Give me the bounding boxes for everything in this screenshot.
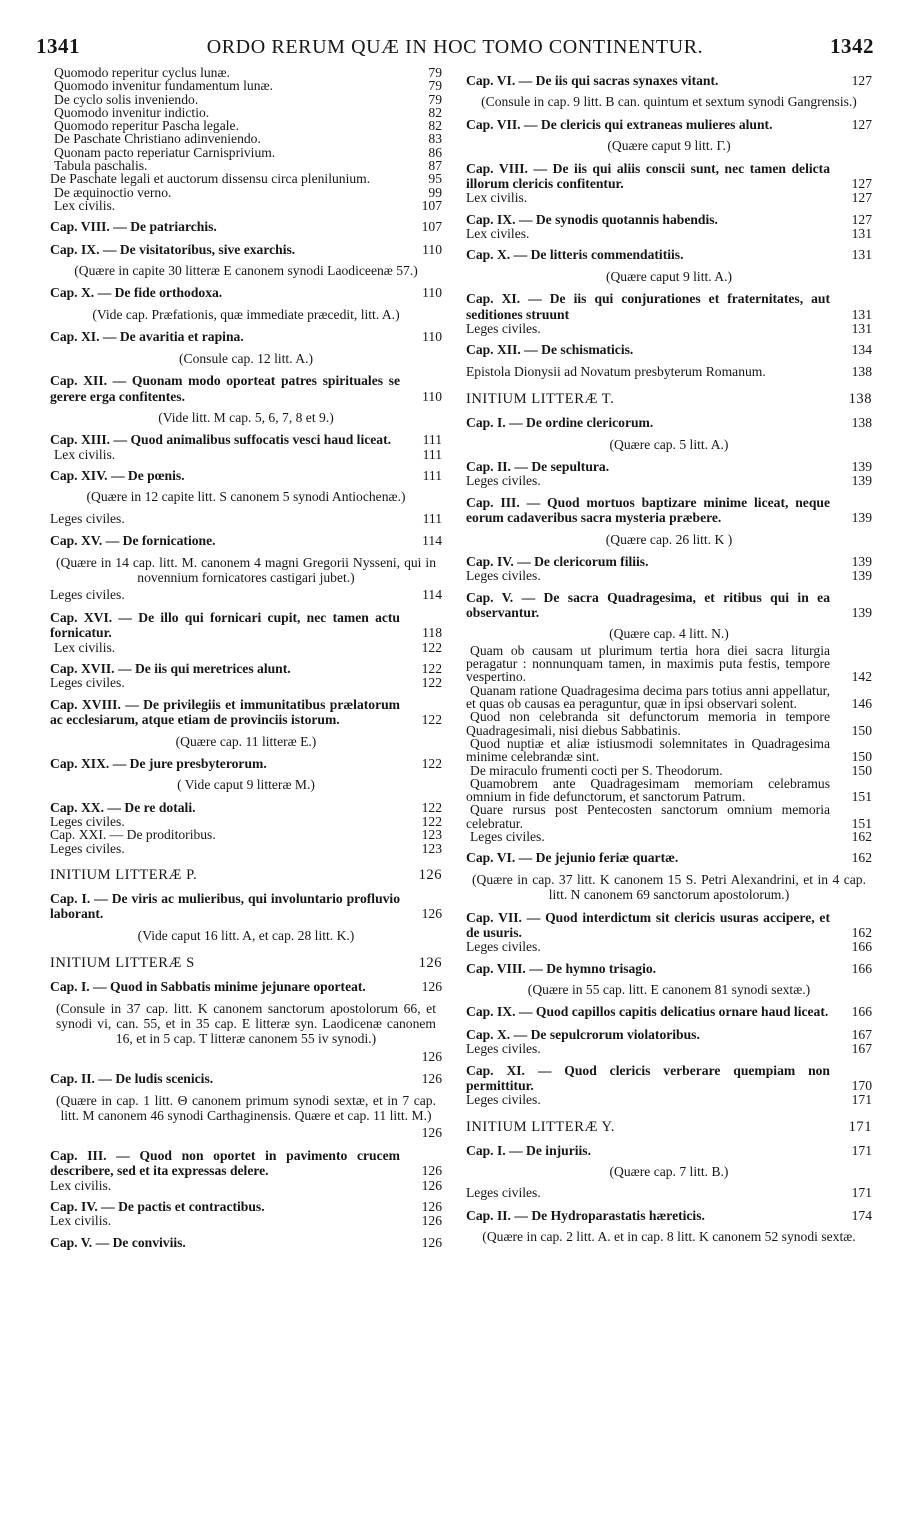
chapter-entry <box>50 1235 442 1250</box>
cross-reference-note: (Quære caput 9 litt. Γ.) <box>607 138 731 154</box>
entry-title: Cap. II. — De Hydroparastatis hæreticis. <box>466 1207 705 1223</box>
chapter-entry <box>50 219 442 234</box>
entry-title: Cap. VIII. — De iis qui aliis conscii sunt, nec tamen delicta illorum clericis confitentur. <box>466 160 830 192</box>
page-reference: 110 <box>422 241 442 257</box>
chapter-entry <box>50 1071 442 1086</box>
chapter-entry <box>466 342 872 357</box>
page-reference: 127 <box>851 176 872 192</box>
page-reference: 111 <box>422 510 442 526</box>
page-reference: 174 <box>851 1207 872 1223</box>
entry-title: Cap. XIV. — De pœnis. <box>50 468 185 484</box>
cross-reference-note: (Quære in cap. 2 litt. A. et in cap. 8 litt. K canonem 52 synodi sextæ. <box>482 1229 856 1245</box>
entry-title: Leges civiles. <box>466 939 541 955</box>
entry-title: Cap. XII. — De schismaticis. <box>466 342 634 358</box>
entry-title: Cap. XI. — De avaritia et rapina. <box>50 329 244 345</box>
page-reference: 79 <box>428 65 442 80</box>
page-reference: 126 <box>421 1199 442 1214</box>
entry-title: Leges civiles. <box>50 840 125 856</box>
page-reference: 139 <box>851 553 872 569</box>
page-reference: 171 <box>851 1185 872 1201</box>
page-reference: 150 <box>851 762 872 778</box>
chapter-entry <box>50 800 442 815</box>
entry-title: Cap. I. — De ordine clericorum. <box>466 415 654 431</box>
entry-title: Leges civiles. <box>466 1185 541 1201</box>
page-reference: 111 <box>422 432 442 448</box>
page-reference: 142 <box>851 669 872 685</box>
entry-title: Lex civilis. <box>466 190 528 206</box>
chapter-entry <box>50 242 442 257</box>
entry-title: Cap. XVII. — De iis qui meretrices alunt. <box>50 660 291 676</box>
toc-entry <box>466 1042 872 1055</box>
cross-reference-note: (Quære in cap. 1 litt. Θ canonem primum synodi sextæ, et in 7 cap. litt. M canonem 46 synodi Carthaginensis. Quære et cap. 11 litt. M.) <box>56 1092 436 1124</box>
entry-title: Quare rursus post Pentecosten sanctorum omnium memoria celebratur. <box>466 802 830 831</box>
page-reference: 122 <box>421 675 442 691</box>
cross-reference-note: (Quære cap. 7 litt. B.) <box>609 1164 729 1180</box>
entry-title: Cap. VI. — De jejunio feriæ quartæ. <box>466 850 679 866</box>
chapter-entry <box>50 891 442 922</box>
chapter-entry <box>466 1004 872 1019</box>
toc-entry <box>466 1093 872 1106</box>
page-reference: 86 <box>428 144 442 160</box>
toc-entry <box>50 106 442 119</box>
toc-entry <box>50 1179 442 1192</box>
toc-entry <box>466 940 872 953</box>
entry-title: Tabula paschalis. <box>54 158 148 174</box>
entry-title: Leges civiles. <box>466 1092 541 1108</box>
page-reference: 171 <box>851 1142 872 1158</box>
toc-entry <box>466 569 872 582</box>
page-reference: 162 <box>851 850 872 866</box>
entry-title: Cap. III. — Quod non oportet in pavimento crucem describere, sed et ita expressas delere. <box>50 1147 400 1179</box>
cross-reference-note: (Quære in cap. 37 litt. K canonem 15 S. Petri Alexandrini, et in 4 cap. litt. N canonem 69 sanctorum apostolorum.) <box>472 871 866 903</box>
page-reference: 126 <box>421 1234 442 1250</box>
chapter-entry <box>50 1199 442 1214</box>
entry-title: Lex civilis. <box>50 1213 112 1229</box>
toc-entry <box>50 1125 442 1140</box>
toc-entry <box>466 777 872 804</box>
chapter-entry <box>466 415 872 430</box>
entry-title: Cap. V. — De sacra Quadragesima, et ritibus qui in ea observantur. <box>466 589 830 621</box>
entry-title: Cap. IV. — De clericorum filiis. <box>466 553 649 569</box>
chapter-entry <box>466 73 872 88</box>
entry-title: Quomodo reperitur Pascha legale. <box>54 118 239 134</box>
entry-title: Lex civilis. <box>54 446 116 462</box>
toc-entry <box>50 828 442 841</box>
chapter-entry <box>466 212 872 227</box>
chapter-entry <box>50 329 442 344</box>
section-heading <box>466 1119 872 1136</box>
toc-entry <box>50 186 442 199</box>
entry-title: Leges civiles. <box>466 321 541 337</box>
page-reference: 139 <box>851 568 872 584</box>
toc-entry <box>50 119 442 132</box>
page-reference: 151 <box>851 815 872 831</box>
entry-title: Cap. XVI. — De illo qui fornicari cupit, nec tamen actu fornicatur. <box>50 609 400 641</box>
entry-title: Leges civiles. <box>50 587 125 603</box>
entry-title: Quod nuptiæ et aliæ istiusmodi solemnitates in Quadragesima minime celebrandæ sint. <box>466 735 830 765</box>
page-reference: 166 <box>851 939 872 955</box>
entry-title: Cap. X. — De fide orthodoxa. <box>50 285 223 301</box>
cross-reference-note: (Consule in cap. 9 litt. B can. quintum et sextum synodi Gangrensis.) <box>481 94 857 110</box>
page-reference: 126 <box>421 1125 442 1141</box>
page-reference: 110 <box>422 388 442 404</box>
page-reference: 87 <box>428 158 442 174</box>
toc-entry <box>50 199 442 212</box>
chapter-entry <box>466 910 872 941</box>
entry-title: De cyclo solis inveniendo. <box>54 91 199 107</box>
right-column <box>466 66 872 1247</box>
page-reference: 114 <box>422 587 442 603</box>
entry-title: Cap. XX. — De re dotali. <box>50 799 196 815</box>
entry-title: Cap. VII. — Quod interdictum sit clericis usuras accipere, et de usuris. <box>466 909 830 940</box>
entry-title: Cap. IV. — De pactis et contractibus. <box>50 1199 265 1214</box>
entry-title: Leges civiles. <box>470 828 545 844</box>
chapter-entry <box>466 1027 872 1042</box>
toc-entry <box>50 511 442 526</box>
entry-title: Cap. XIX. — De jure presbyterorum. <box>50 755 267 771</box>
chapter-entry <box>50 1148 442 1179</box>
entry-title: Cap. VIII. — De hymno trisagio. <box>466 960 657 976</box>
entry-title: Cap. II. — De sepultura. <box>466 458 610 474</box>
left-column <box>50 66 442 1250</box>
page-reference: 118 <box>422 625 442 641</box>
page-reference: 126 <box>421 906 442 922</box>
entry-title: Cap. XXI. — De proditoribus. <box>50 827 216 843</box>
page-reference: 171 <box>851 1092 872 1108</box>
chapter-entry <box>466 554 872 569</box>
toc-entry <box>50 146 442 159</box>
section-heading-text: INITIUM LITTERÆ P. <box>50 867 198 884</box>
cross-reference-note: (Quære cap. 26 litt. K ) <box>605 531 733 547</box>
chapter-entry <box>50 432 442 447</box>
chapter-entry <box>50 373 442 404</box>
entry-title: Lex civilis. <box>54 197 116 213</box>
chapter-entry <box>466 1063 872 1094</box>
section-heading-text: INITIUM LITTERÆ T. <box>466 391 615 408</box>
toc-entry <box>466 227 872 240</box>
entry-title: Cap. VII. — De clericis qui extraneas mulieres alunt. <box>466 116 773 132</box>
entry-title: Quomodo invenitur indictio. <box>54 104 210 120</box>
page-reference: 139 <box>851 473 872 489</box>
page-reference: 126 <box>421 1163 442 1179</box>
entry-title: Cap. XIII. — Quod animalibus suffocatis vesci haud liceat. <box>50 432 392 448</box>
page-reference: 95 <box>428 171 442 187</box>
entry-title: Cap. VIII. — De patriarchis. <box>50 219 217 235</box>
page-reference: 167 <box>851 1041 872 1057</box>
chapter-entry <box>50 756 442 771</box>
cross-reference-note: (Quære cap. 5 litt. A.) <box>609 436 729 452</box>
section-heading <box>466 391 872 408</box>
page-reference: 162 <box>851 828 872 844</box>
section-heading <box>50 867 442 884</box>
page-reference: 131 <box>851 226 872 242</box>
toc-entry <box>50 1049 442 1064</box>
chapter-entry <box>466 590 872 621</box>
entry-title: Lex civilis. <box>54 639 116 655</box>
toc-entry <box>466 364 872 379</box>
page-reference: 127 <box>851 116 872 132</box>
entry-title: De Paschate Christiano adinveniendo. <box>54 131 261 147</box>
entry-title: Quamobrem ante Quadragesimam memoriam celebramus omnium in fide defunctorum, et sanctorum Patrum. <box>466 775 830 805</box>
entry-title: Cap. VI. — De iis qui sacras synaxes vitant. <box>466 73 719 88</box>
entry-title: Cap. IX. — De visitatoribus, sive exarchis. <box>50 241 296 257</box>
toc-entry <box>466 322 872 335</box>
toc-entry <box>466 830 872 843</box>
page-reference: 126 <box>421 979 442 995</box>
page-reference: 131 <box>851 321 872 337</box>
toc-entry <box>50 93 442 106</box>
right-page-number: 1342 <box>830 34 874 58</box>
page-reference: 122 <box>421 755 442 771</box>
cross-reference-note: (Quære cap. 11 litteræ E.) <box>175 733 317 749</box>
cross-reference-note: (Quære cap. 4 litt. N.) <box>609 626 729 642</box>
toc-entry <box>50 159 442 172</box>
cross-reference-note: (Consule in 37 cap. litt. K canonem sanctorum apostolorum 66, et synodi vi, can. 55, et in 35 cap. E litteræ syn. Laodicenæ canonem 16, et in 5 cap. T litteræ canonem 55 iv synodi.) <box>56 1000 436 1047</box>
page-reference: 171 <box>848 1118 872 1135</box>
cross-reference-note: (Vide cap. Præfationis, quæ immediate præcedit, litt. A.) <box>92 306 400 322</box>
entry-title: Leges civiles. <box>50 675 125 691</box>
entry-title: Cap. XII. — Quonam modo oporteat patres spirituales se gerere erga confitentes. <box>50 373 400 404</box>
page-reference: 131 <box>851 247 872 263</box>
page-reference: 126 <box>421 1213 442 1229</box>
toc-entry <box>466 191 872 204</box>
entry-title: Cap. III. — Quod mortuos baptizare minime liceat, neque eorum cadaveribus sacra mysteria præbere. <box>466 494 830 526</box>
page-reference: 127 <box>851 211 872 227</box>
chapter-entry <box>466 247 872 262</box>
entry-title: Cap. XV. — De fornicatione. <box>50 533 216 549</box>
page-reference: 123 <box>421 840 442 856</box>
entry-title: Cap. II. — De ludis scenicis. <box>50 1071 214 1087</box>
chapter-entry <box>466 161 872 192</box>
cross-reference-note: ( Vide caput 9 litteræ M.) <box>177 777 315 793</box>
chapter-entry <box>466 117 872 132</box>
entry-title: Cap. X. — De sepulcrorum violatoribus. <box>466 1026 700 1042</box>
cross-reference-note: (Quære in 14 cap. litt. M. canonem 4 magni Gregorii Nysseni, qui in novennium fornicatores castigari jubet.) <box>56 554 436 586</box>
page-reference: 146 <box>851 696 872 712</box>
page-reference: 107 <box>421 197 442 213</box>
entry-title: Cap. XVIII. — De privilegiis et immunitatibus prælatorum ac ecclesiarum, atque etiam de provinciis istorum. <box>50 696 400 728</box>
entry-title: Quam ob causam ut plurimum tertia hora diei sacra liturgia peragatur : nonnunquam tamen, in maximis puta festis, tempore vespertino. <box>466 642 830 685</box>
entry-title: Quanam ratione Quadragesima decima pars totius anni appellatur, et quas ob causas ea peraguntur, quæ in ipsi observari solent. <box>466 682 830 712</box>
entry-title: Epistola Dionysii ad Novatum presbyterum Romanum. <box>466 363 766 379</box>
page-reference: 122 <box>421 712 442 728</box>
toc-entry <box>50 172 442 185</box>
toc-entry <box>50 641 442 654</box>
entry-title: Leges civiles. <box>466 473 541 489</box>
entry-title: Lex civiles. <box>466 226 530 242</box>
chapter-entry <box>466 459 872 474</box>
page-reference: 151 <box>851 789 872 805</box>
entry-title: Cap. X. — De litteris commendatitiis. <box>466 247 684 263</box>
toc-entry <box>466 644 872 684</box>
page-reference: 111 <box>422 446 442 462</box>
section-heading-text: INITIUM LITTERÆ Y. <box>466 1118 615 1135</box>
entry-title: Quod non celebranda sit defunctorum memoria in tempore Quadragesimali, nisi diebus Sabbatinis. <box>466 709 830 738</box>
page-reference: 150 <box>851 749 872 765</box>
entry-title: Cap. XI. — De iis qui conjurationes et fraternitates, aut seditiones struunt <box>466 291 830 322</box>
left-page-number: 1341 <box>36 34 80 58</box>
page-reference: 82 <box>428 104 442 120</box>
entry-title: Cap. IX. — Quod capillos capitis delicatius ornare haud liceat. <box>466 1004 829 1020</box>
page-reference: 139 <box>851 458 872 474</box>
page-reference: 79 <box>428 91 442 107</box>
toc-entry <box>466 474 872 487</box>
cross-reference-note: (Quære caput 9 litt. A.) <box>605 268 733 284</box>
chapter-entry <box>466 1143 872 1158</box>
chapter-entry <box>466 291 872 322</box>
toc-entry <box>466 684 872 711</box>
toc-entry <box>50 66 442 79</box>
page-reference: 122 <box>421 799 442 815</box>
toc-entry <box>50 132 442 145</box>
toc-entry <box>466 803 872 830</box>
toc-entry <box>50 587 442 602</box>
entry-title: Cap. IX. — De synodis quotannis habendis. <box>466 211 718 227</box>
page-reference: 126 <box>421 1177 442 1193</box>
page-reference: 126 <box>418 867 442 884</box>
chapter-entry <box>466 961 872 976</box>
entry-title: Quonam pacto reperiatur Carnisprivium. <box>54 144 276 160</box>
chapter-entry <box>50 979 442 994</box>
page-reference: 134 <box>851 342 872 358</box>
chapter-entry <box>466 850 872 865</box>
page-reference: 79 <box>428 78 442 94</box>
page-reference: 139 <box>851 605 872 621</box>
page-reference: 167 <box>851 1026 872 1042</box>
page-reference: 126 <box>421 1071 442 1087</box>
entry-title: Cap. XI. — Quod clericis verberare quempiam non permittitur. <box>466 1062 830 1093</box>
page-reference: 107 <box>421 219 442 235</box>
page-reference: 126 <box>421 1048 442 1064</box>
page-reference: 99 <box>428 184 442 200</box>
chapter-entry <box>50 468 442 483</box>
entry-title: Lex civilis. <box>50 1177 112 1193</box>
cross-reference-note: (Consule cap. 12 litt. A.) <box>178 350 314 366</box>
chapter-entry <box>50 697 442 728</box>
page-reference: 162 <box>851 924 872 940</box>
running-title: ORDO RERUM QUÆ IN HOC TOMO CONTINENTUR. <box>206 36 704 58</box>
cross-reference-note: (Quære in 12 capite litt. S canonem 5 synodi Antiochenæ.) <box>86 489 406 505</box>
entry-title: Cap. I. — De injuriis. <box>466 1142 591 1158</box>
page-reference: 123 <box>421 827 442 843</box>
page-reference: 127 <box>851 73 872 88</box>
entry-title: De Paschate legali et auctorum dissensu circa plenilunium. <box>50 171 371 187</box>
page-reference: 150 <box>851 722 872 738</box>
toc-entry <box>50 79 442 92</box>
entry-title: Cap. I. — De viris ac mulieribus, qui involuntario profluvio laborant. <box>50 891 400 922</box>
cross-reference-note: (Quære in 55 cap. litt. E canonem 81 synodi sextæ.) <box>527 982 811 998</box>
toc-entry <box>466 1185 872 1200</box>
page-reference: 138 <box>851 415 872 431</box>
page-reference: 122 <box>421 814 442 830</box>
chapter-entry <box>466 495 872 526</box>
entry-title: De æquinoctio verno. <box>54 184 172 200</box>
section-heading-text: INITIUM LITTERÆ S <box>50 955 195 972</box>
entry-title: Leges civiles. <box>466 568 541 584</box>
entry-title: Leges civiles. <box>466 1041 541 1057</box>
page-reference: 82 <box>428 118 442 134</box>
page-reference: 166 <box>851 1004 872 1020</box>
entry-title: Leges civiles. <box>50 814 125 830</box>
section-heading <box>50 955 442 972</box>
toc-entry <box>50 815 442 828</box>
page-header <box>0 0 910 64</box>
toc-entry <box>466 710 872 737</box>
page-reference: 170 <box>851 1077 872 1093</box>
page-reference: 138 <box>848 391 872 408</box>
toc-entry <box>50 676 442 689</box>
entry-title: Leges civiles. <box>50 510 125 526</box>
entry-title: Cap. I. — Quod in Sabbatis minime jejunare oporteat. <box>50 979 366 995</box>
page-reference: 122 <box>421 660 442 676</box>
page-reference: 166 <box>851 960 872 976</box>
cross-reference-note: (Quære in capite 30 litteræ E canonem synodi Laodiceenæ 57.) <box>74 263 418 279</box>
page-reference: 110 <box>422 329 442 345</box>
entry-title: De miraculo frumenti cocti per S. Theodorum. <box>470 762 723 778</box>
chapter-entry <box>50 285 442 300</box>
page-reference: 131 <box>851 306 872 322</box>
page-reference: 111 <box>422 468 442 484</box>
cross-reference-note: (Vide caput 16 litt. A, et cap. 28 litt. K.) <box>137 927 355 943</box>
page-reference: 110 <box>422 285 442 301</box>
chapter-entry <box>50 661 442 676</box>
page-reference: 127 <box>851 190 872 206</box>
entry-title: Quomodo invenitur fundamentum lunæ. <box>54 78 273 94</box>
toc-entry <box>50 842 442 855</box>
toc-entry <box>466 737 872 764</box>
toc-entry <box>466 764 872 777</box>
chapter-entry <box>466 1208 872 1223</box>
chapter-entry <box>50 610 442 641</box>
toc-entry <box>50 448 442 461</box>
toc-entry <box>50 1214 442 1227</box>
entry-title: Cap. V. — De conviviis. <box>50 1234 186 1250</box>
page-reference: 138 <box>851 363 872 379</box>
page-reference: 122 <box>421 639 442 655</box>
chapter-entry <box>50 533 442 548</box>
page-reference: 114 <box>422 533 442 549</box>
cross-reference-note: (Vide litt. M cap. 5, 6, 7, 8 et 9.) <box>158 409 334 425</box>
page-reference: 126 <box>418 955 442 972</box>
page-reference: 83 <box>428 131 442 147</box>
page-reference: 139 <box>851 510 872 526</box>
entry-title: Quomodo reperitur cyclus lunæ. <box>54 65 230 80</box>
